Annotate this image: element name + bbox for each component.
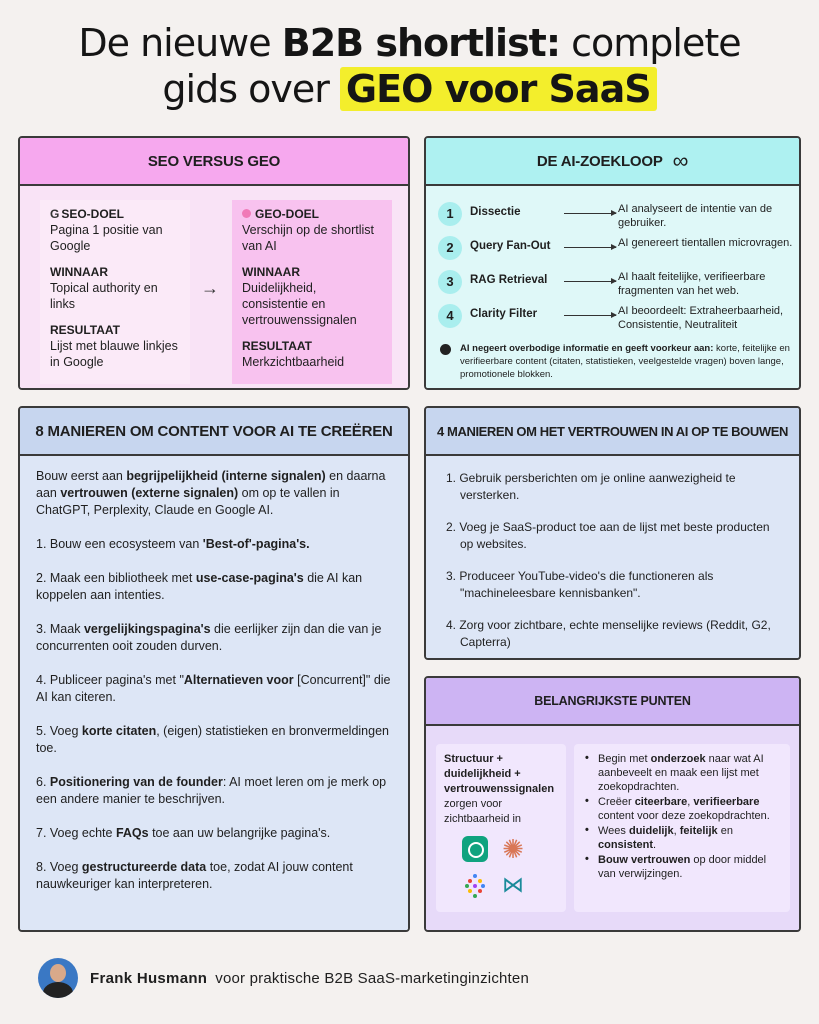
gemini-logo-icon bbox=[462, 872, 488, 898]
loop-step bbox=[436, 202, 796, 232]
list-item: 1. Gebruik persberichten om je online aanwezigheid te versterken. bbox=[446, 471, 736, 502]
list-item: 6. Positionering van de founder: AI moet leren om je merk op een andere manier te beschrijven. bbox=[36, 775, 387, 806]
arrow-right-icon bbox=[564, 213, 616, 214]
intro-paragraph: Bouw eerst aan begrijpelijkheid (interne signalen) en daarna aan vertrouwen (externe signalen) om op te vallen in ChatGPT, Perplexity, Claude en Google AI. bbox=[36, 469, 386, 517]
step-number: 2 bbox=[438, 236, 462, 260]
panel-heading: SEO VERSUS GEO bbox=[20, 138, 408, 186]
seo-goal-text: Pagina 1 positie van Google bbox=[50, 223, 163, 253]
author-name: Frank Husmann bbox=[90, 969, 208, 987]
step-name: RAG Retrieval bbox=[470, 274, 548, 286]
arrow-right-icon: → bbox=[201, 278, 219, 298]
loop-step bbox=[436, 236, 796, 266]
ai-search-loop-panel bbox=[424, 136, 801, 390]
key-summary-box bbox=[436, 744, 566, 912]
step-description: AI analyseert de intentie van de gebruiker. bbox=[618, 203, 773, 229]
list-item: • Creëer citeerbare, verifieerbare content voor deze zoekopdrachten. bbox=[582, 795, 782, 823]
footer bbox=[38, 958, 529, 998]
panel-heading: 8 MANIEREN OM CONTENT VOOR AI TE CREËREN bbox=[20, 408, 408, 456]
google-icon: G bbox=[50, 207, 60, 221]
seo-result-label: RESULTAAT bbox=[50, 323, 120, 337]
geo-result-label: RESULTAAT bbox=[242, 339, 312, 353]
step-number: 1 bbox=[438, 202, 462, 226]
panel-heading-text: DE AI-ZOEKLOOP bbox=[536, 152, 663, 170]
arrow-right-icon bbox=[564, 315, 616, 316]
panel-heading: 4 MANIEREN OM HET VERTROUWEN IN AI OP TE BOUWEN bbox=[426, 408, 799, 456]
step-name: Dissectie bbox=[470, 206, 521, 218]
panel-heading: BELANGRIJKSTE PUNTEN bbox=[426, 678, 799, 726]
panel-body bbox=[426, 186, 799, 388]
step-description: AI haalt feitelijke, verifieerbare fragmenten van het web. bbox=[618, 271, 766, 297]
note-bold: AI negeert overbodige informatie en geeft voorkeur aan: bbox=[460, 343, 714, 354]
step-name: Clarity Filter bbox=[470, 308, 538, 320]
seo-goal-box bbox=[40, 200, 190, 384]
ai-logos bbox=[462, 836, 542, 906]
summary-bold: Structuur + duidelijkheid + vertrouwenssignalen bbox=[444, 753, 555, 795]
panel-heading bbox=[426, 138, 799, 186]
eight-ways-panel bbox=[18, 406, 410, 932]
note-text: korte, feitelijke en verifieerbare content (citaten, statistieken, veelgestelde vragen) boven lange, promotionele blokken. bbox=[460, 343, 790, 380]
step-number: 3 bbox=[438, 270, 462, 294]
arrow-right-icon bbox=[564, 281, 616, 282]
geo-goal-box bbox=[232, 200, 392, 384]
chatgpt-logo-icon bbox=[462, 836, 488, 862]
step-number: 4 bbox=[438, 304, 462, 328]
list-item: 7. Voeg echte FAQs toe aan uw belangrijke pagina's. bbox=[36, 826, 331, 840]
step-name: Query Fan-Out bbox=[470, 240, 551, 252]
list-item: 4. Zorg voor zichtbare, echte menselijke reviews (Reddit, G2, Capterra) bbox=[446, 618, 771, 649]
four-ways-panel bbox=[424, 406, 801, 660]
arrow-right-icon bbox=[564, 247, 616, 248]
seo-result-text: Lijst met blauwe linkjes in Google bbox=[50, 339, 178, 369]
step-description: AI genereert tientallen microvragen. bbox=[618, 237, 793, 249]
title-line-2 bbox=[0, 66, 819, 112]
list-item: 3. Maak vergelijkingspagina's die eerlijker zijn dan die van je concurrenten ooit zouden durven. bbox=[36, 622, 382, 653]
list-item: 8. Voeg gestructureerde data toe, zodat AI jouw content nauwkeuriger kan interpreteren. bbox=[36, 860, 353, 891]
list-item: 4. Publiceer pagina's met "Alternatieven voor [Concurrent]" die AI kan citeren. bbox=[36, 673, 391, 704]
list-item: • Wees duidelijk, feitelijk en consistent. bbox=[582, 824, 782, 852]
loop-step bbox=[436, 304, 796, 334]
step-description: AI beoordeelt: Extraheerbaarheid, Consistentie, Neutraliteit bbox=[618, 305, 784, 331]
panel-body bbox=[20, 456, 408, 930]
panel-body bbox=[20, 186, 408, 388]
perplexity-logo-icon: ⋈ bbox=[502, 872, 524, 897]
key-points-panel bbox=[424, 676, 801, 932]
list-item: • Bouw vertrouwen op door middel van verwijzingen. bbox=[582, 853, 782, 881]
panel-body bbox=[426, 456, 799, 658]
list-item: 3. Produceer YouTube-video's die functioneren als "machineleesbare kennisbanken". bbox=[446, 569, 714, 600]
geo-goal-text: Verschijn op de shortlist van AI bbox=[242, 223, 375, 253]
footer-text: voor praktische B2B SaaS-marketinginzichten bbox=[215, 969, 530, 987]
seo-versus-geo-panel bbox=[18, 136, 410, 390]
avatar bbox=[38, 958, 78, 998]
summary-text: zorgen voor zichtbaarheid in bbox=[444, 798, 522, 825]
lightbulb-icon bbox=[440, 344, 451, 355]
geo-result-text: Merkzichtbaarheid bbox=[242, 355, 345, 369]
list-item: 1. Bouw een ecosysteem van 'Best-of'-pagina's. bbox=[36, 537, 310, 551]
title-text: gids over bbox=[162, 67, 340, 111]
page-title bbox=[0, 20, 819, 112]
seo-winner-label: WINNAAR bbox=[50, 265, 108, 279]
claude-logo-icon: ✺ bbox=[502, 834, 524, 864]
title-bold: B2B shortlist: bbox=[281, 21, 561, 65]
list-item: 5. Voeg korte citaten, (eigen) statistieken en bronvermeldingen toe. bbox=[36, 724, 389, 755]
geo-goal-label: GEO-DOEL bbox=[242, 206, 382, 222]
title-text: De nieuwe bbox=[78, 21, 282, 65]
geo-winner-label: WINNAAR bbox=[242, 265, 300, 279]
list-item: 2. Voeg je SaaS-product toe aan de lijst met beste producten op websites. bbox=[446, 520, 770, 551]
loop-step bbox=[436, 270, 796, 300]
key-bullets-box bbox=[574, 744, 790, 912]
ai-loop-note bbox=[440, 342, 790, 381]
infinity-icon: ∞ bbox=[672, 148, 689, 173]
title-line-1 bbox=[0, 20, 819, 66]
seo-goal-label: G SEO-DOEL bbox=[50, 207, 125, 221]
title-text: complete bbox=[560, 21, 741, 65]
seo-winner-text: Topical authority en links bbox=[50, 281, 158, 311]
list-item: 2. Maak een bibliotheek met use-case-pagina's die AI kan koppelen aan intenties. bbox=[36, 571, 363, 602]
panel-body bbox=[426, 726, 799, 930]
title-highlight: GEO voor SaaS bbox=[340, 67, 657, 111]
geo-brain-icon bbox=[242, 209, 251, 218]
list-item: • Begin met onderzoek naar wat AI aanbeveelt en maak een lijst met zoekopdrachten. bbox=[582, 752, 782, 794]
geo-winner-text: Duidelijkheid, consistentie en vertrouwenssignalen bbox=[242, 281, 357, 327]
